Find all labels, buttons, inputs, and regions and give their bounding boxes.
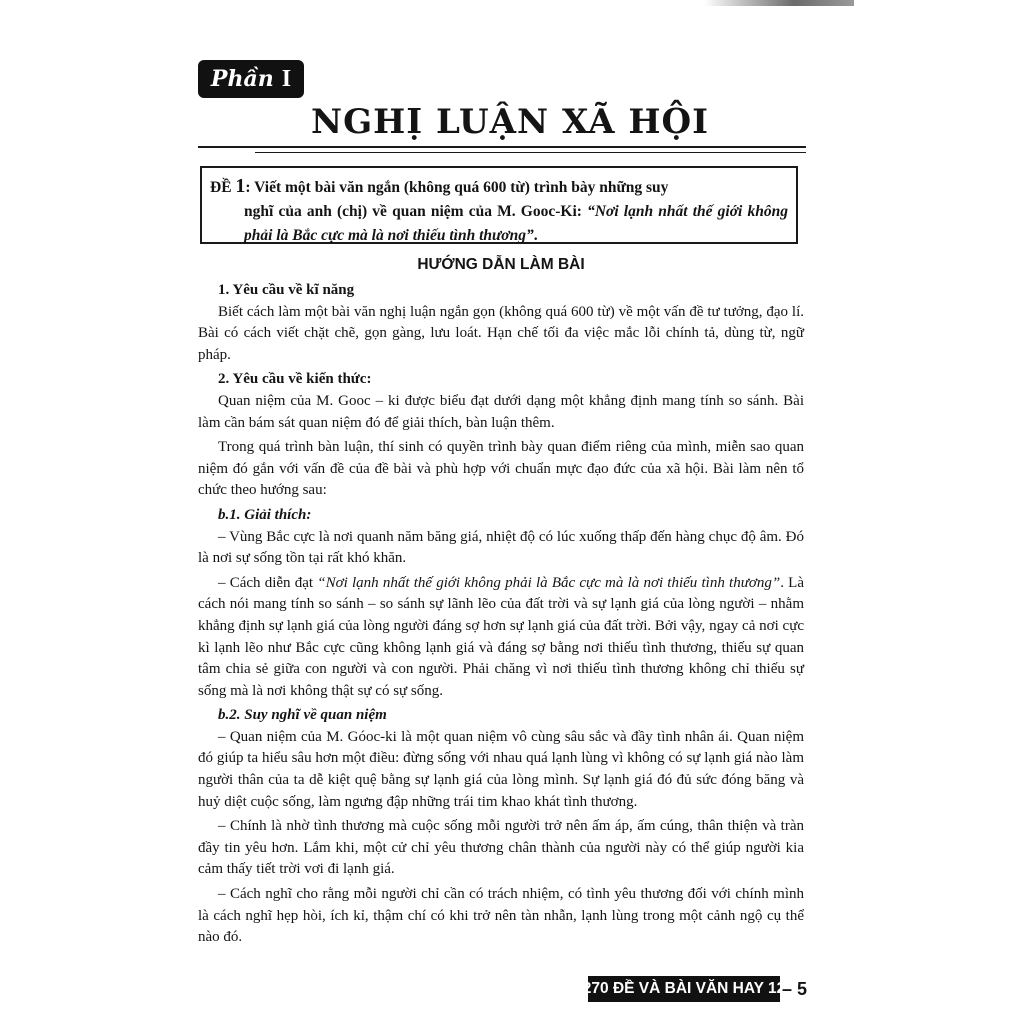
- explanation-p2-quote: “Nơi lạnh nhất thế giới không phải là Bắc cực mà là nơi thiếu tình thương”: [317, 574, 781, 591]
- prompt-number: 1: [235, 175, 246, 197]
- exam-prompt-box: [200, 166, 798, 244]
- explanation-p2-rest: . Là cách nói mang tính so sánh – so sánh sự lãnh lẽo của đất trời và sự lạnh giá của lòng người – nhằm khẳng định sự lạnh giá của lòng người đáng sợ hơn sự lạnh giá của đất trời. Bởi vậy, ngay cả nơi cực kì lạnh lẽo như Bắc cực cũng không lạnh giá và đáng sợ bằng nơi thiếu tình thương, thiếu sự quan tâm chia sẻ giữa con người và con người. Phải chăng vì nơi thiếu tình thương không chỉ thiếu sự sống mà là nơi không thật sự có sự sống.: [198, 574, 804, 699]
- prompt-quote: “Nơi lạnh nhất thế giới không phải là Bắc cực mà là nơi thiếu tình thương”: [244, 203, 788, 244]
- skills-paragraph: Biết cách làm một bài văn nghị luận ngắn gọn (không quá 600 từ) về một vấn đề tư tưởng, đạo lí. Bài có cách viết chặt chẽ, gọn gàng, lưu loát. Hạn chế tối đa việc mắc lỗi chính tả, dùng từ, ngữ pháp.: [198, 303, 804, 363]
- title-rule: [198, 146, 806, 148]
- page-number: – 5: [782, 978, 808, 999]
- footer-book-title: 270 ĐỀ VÀ BÀI VĂN HAY 12: [588, 976, 780, 1002]
- part-badge: [198, 60, 304, 98]
- explanation-paragraph-1: – Vùng Bắc cực là nơi quanh năm băng giá, nhiệt độ có lúc xuống thấp đến hàng chục độ âm. Đó là nơi sự sống tồn tại rất khó khăn.: [198, 528, 804, 567]
- page-title: NGHỊ LUẬN XÃ HỘI: [310, 102, 709, 142]
- title-rule-secondary: [255, 152, 806, 153]
- reflection-paragraph-3: – Cách nghĩ cho rằng mỗi người chỉ cần có trách nhiệm, có tình yêu thương đối với chính mình là cách nghĩ hẹp hòi, ích kỉ, thậm chí có khi trở nên tàn nhẫn, lạnh lùng trong một cảnh ngộ cụ thể nào đó.: [198, 886, 804, 946]
- guide-heading: HƯỚNG DẪN LÀM BÀI: [417, 256, 585, 273]
- skills-heading: 1. Yêu cầu về kĩ năng: [218, 282, 355, 298]
- prompt-end: .: [533, 227, 538, 244]
- prompt-line-2: [210, 200, 788, 248]
- knowledge-paragraph-1: Quan niệm của M. Gooc – ki được biểu đạt dưới dạng một khẳng định mang tính so sánh. Bài làm cần bám sát quan niệm đó để giải thích, bàn luận thêm.: [198, 392, 804, 431]
- prompt-text-1: : Viết một bài văn ngắn (không quá 600 từ) trình bày những suy: [245, 179, 669, 196]
- page-edge-shadow: [704, 0, 854, 6]
- explanation-heading: b.1. Giải thích:: [218, 506, 312, 523]
- reflection-paragraph-2: – Chính là nhờ tình thương mà cuộc sống mỗi người trở nên ấm áp, ấm cúng, thân thiện và tràn đầy tin yêu hơn. Lắm khi, một cử chỉ yêu thương chân thành của người này có thể giúp người kia cảm thấy tiết trời vơi đi lạnh giá.: [198, 818, 804, 878]
- part-word: Phần: [210, 66, 274, 92]
- explanation-paragraph-2: [198, 573, 804, 703]
- explanation-p2-start: – Cách diễn đạt: [218, 574, 318, 591]
- guide-content: [198, 254, 804, 952]
- prompt-text-2: nghĩ của anh (chị) về quan niệm của M. Gooc-Ki:: [244, 203, 588, 220]
- prompt-label: ĐỀ: [210, 179, 232, 196]
- knowledge-paragraph-2: Trong quá trình bàn luận, thí sinh có quyền trình bày quan điểm riêng của mình, miễn sao quan niệm đó gắn với vấn đề của đề bài và phù hợp với chuẩn mực đạo đức của xã hội. Bài làm nên tổ chức theo hướng sau:: [198, 439, 804, 499]
- knowledge-heading: 2. Yêu cầu về kiến thức:: [218, 371, 372, 388]
- part-number: I: [281, 65, 292, 92]
- reflection-heading: b.2. Suy nghĩ về quan niệm: [218, 707, 387, 724]
- reflection-paragraph-1: – Quan niệm của M. Góoc-ki là một quan niệm vô cùng sâu sắc và đầy tình nhân ái. Quan niệm đó giúp ta hiểu sâu hơn một điều: đừng sống với nhau quá lạnh lùng vì không có sự lạnh giá nào làm người thân của ta dễ kiệt quệ bằng sự lạnh giá của lòng mình. Sự lạnh giá đó đủ sức đóng băng và huỷ diệt cuộc sống, làm ngưng đập những trái tim khao khát tình thương.: [198, 728, 804, 810]
